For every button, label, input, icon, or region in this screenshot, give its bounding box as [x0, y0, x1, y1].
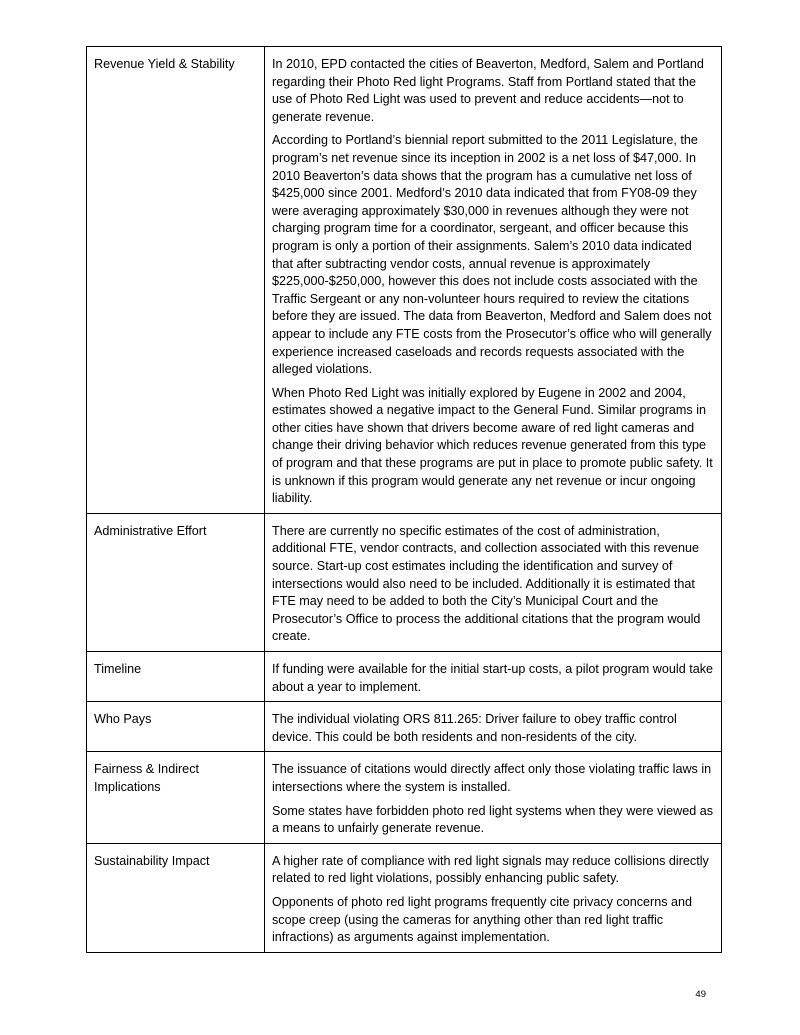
row-content	[265, 702, 722, 752]
row-label: Timeline	[87, 652, 265, 702]
row-label: Administrative Effort	[87, 513, 265, 651]
paragraph: When Photo Red Light was initially explored by Eugene in 2002 and 2004, estimates showed a negative impact to the General Fund. Similar programs in other cities have shown that drivers become aware of red light cameras and change their driving behavior which reduces revenue generated from this type of program and that these programs are put in place to promote public safety. It is unknown if this program would generate any net revenue or incur ongoing liability.	[272, 385, 713, 506]
table-row-revenue-yield	[87, 47, 722, 514]
paragraph: If funding were available for the initial start-up costs, a pilot program would take about a year to implement.	[272, 662, 714, 694]
row-content	[265, 652, 722, 702]
revenue-analysis-table	[86, 46, 722, 953]
paragraph: A higher rate of compliance with red light signals may reduce collisions directly related to red light violations, possibly enhancing public safety.	[272, 853, 709, 886]
paragraph: In 2010, EPD contacted the cities of Beaverton, Medford, Salem and Portland regarding their Photo Red light Programs. Staff from Portland stated that the use of Photo Red Light was used to prevent and reduce accidents—not to generate revenue.	[272, 57, 704, 124]
row-content	[265, 513, 722, 651]
row-content	[265, 843, 722, 952]
page-number: 49	[695, 989, 706, 1000]
paragraph: According to Portland’s biennial report submitted to the 2011 Legislature, the program’s net revenue since its inception in 2002 is a net loss of $47,000. In 2010 Beaverton’s data shows that the program has a cumulative net loss of $425,000 since 2001. Medford’s 2010 data indicated that from FY08-09 they were averaging approximately $30,000 in revenues although they were not charging program time for a coordinator, sergeant, and officer because this program is only a portion of their assignments. Salem’s 2010 data indicated that after subtracting vendor costs, annual revenue is approximately $225,000-$250,000, however this does not include costs associated with the Traffic Sergeant or any non-volunteer hours required to review the citations before they are issued. The data from Beaverton, Medford and Salem does not appear to include any FTE costs from the Prosecutor’s office who will generally experience increased caseloads and records requests associated with the alleged violations.	[272, 133, 712, 377]
table-row-administrative-effort	[87, 513, 722, 651]
row-label: Who Pays	[87, 702, 265, 752]
paragraph: The issuance of citations would directly affect only those violating traffic laws in intersections where the system is installed.	[272, 762, 712, 794]
table-row-fairness	[87, 752, 722, 843]
paragraph: Opponents of photo red light programs frequently cite privacy concerns and scope creep (using the cameras for anything other than red light traffic infractions) as arguments against implementation.	[272, 894, 693, 945]
row-label: Sustainability Impact	[87, 843, 265, 952]
table-row-timeline	[87, 652, 722, 702]
table-row-sustainability	[87, 843, 722, 952]
row-label: Revenue Yield & Stability	[87, 47, 265, 514]
paragraph: There are currently no specific estimates of the cost of administration, additional FTE, vendor contracts, and collection associated with this revenue source. Start-up cost estimates including the identification and survey of intersections would also need to be included. Additionally it is estimated that FTE may need to be added to both the City’s Municipal Court and the Prosecutor’s Office to process the additional citations that the program would create.	[272, 523, 701, 644]
paragraph: Some states have forbidden photo red light systems when they were viewed as a means to unfairly generate revenue.	[272, 803, 714, 836]
table-row-who-pays	[87, 702, 722, 752]
row-content	[265, 752, 722, 843]
row-content	[265, 47, 722, 514]
paragraph: The individual violating ORS 811.265: Driver failure to obey traffic control device. This could be both residents and non-residents of the city.	[272, 712, 677, 744]
row-label: Fairness & Indirect Implications	[87, 752, 265, 843]
